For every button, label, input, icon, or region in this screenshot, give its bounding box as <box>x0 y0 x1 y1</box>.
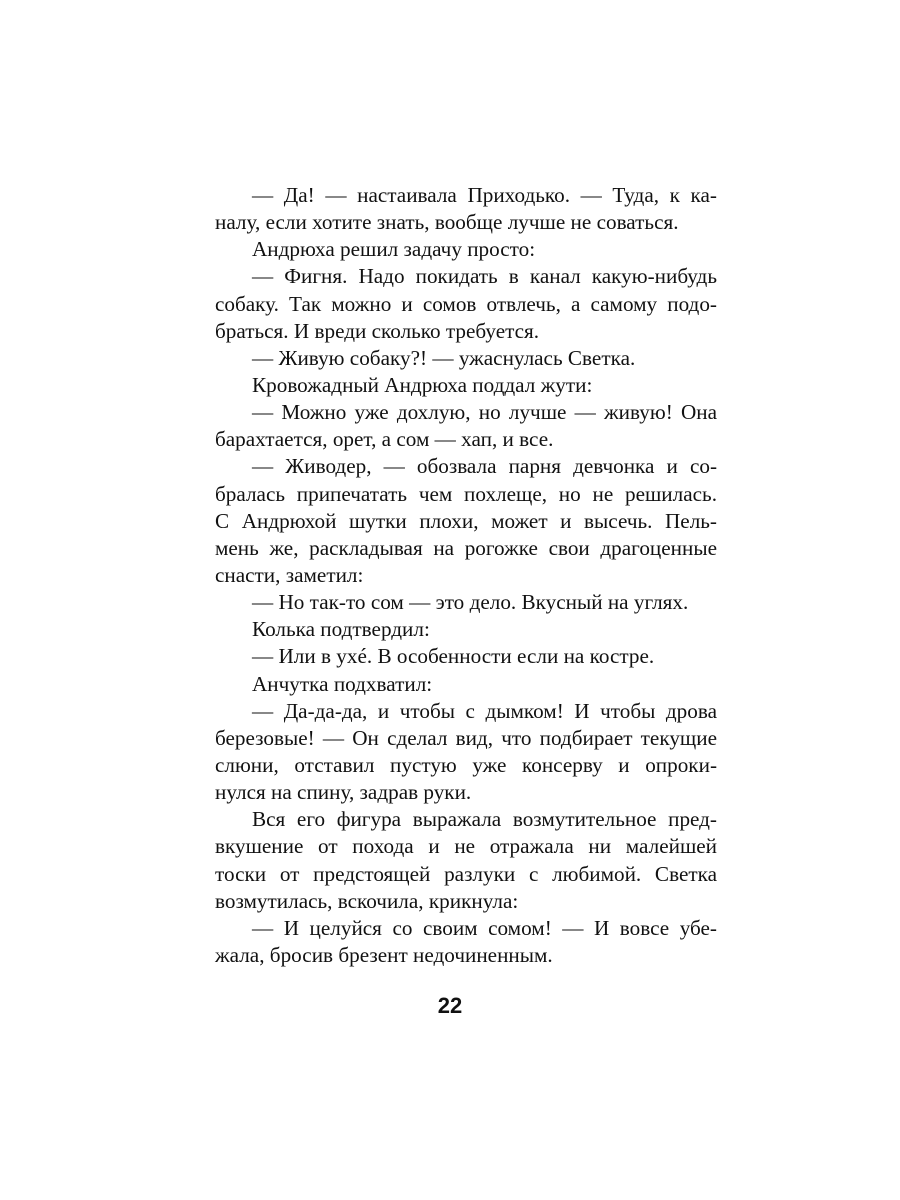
text-line: тоски от предстоящей разлуки с любимой. Светка <box>215 861 717 886</box>
text-line: жала, бросив брезент недочиненным. <box>215 942 553 967</box>
text-line: — Фигня. Надо покидать в канал какую-нибудь <box>252 264 717 289</box>
text-line: Андрюха решил задачу просто: <box>252 237 536 262</box>
text-line: Колька подтвердил: <box>252 617 430 642</box>
text-line: нулся на спину, задрав руки. <box>215 780 472 805</box>
text-line: — Да! — настаивала Приходько. — Туда, к ка- <box>252 183 717 207</box>
text-line: — Но так-то сом — это дело. Вкусный на углях. <box>252 590 689 615</box>
text-line: — Да-да-да, и чтобы с дымком! И чтобы дрова <box>252 698 717 723</box>
text-line: Анчутка подхватил: <box>252 671 433 696</box>
text-line: возмутилась, вскочила, крикнула: <box>215 888 519 913</box>
text-line: налу, если хотите знать, вообще лучше не соваться. <box>215 210 679 235</box>
text-line: — Живодер, — обозвала парня девчонка и со- <box>252 454 717 479</box>
body-text <box>215 182 717 969</box>
text-line: — Или в ухé. В особенности если на костре. <box>252 644 655 669</box>
text-line: — Живую собаку?! — ужаснулась Светка. <box>252 345 636 370</box>
text-line: барахтается, орет, а сом — хап, и все. <box>215 427 554 452</box>
text-line: собаку. Так можно и сомов отвлечь, а самому подо- <box>215 291 717 316</box>
text-line: С Андрюхой шутки плохи, может и высечь. Пель- <box>215 508 717 533</box>
text-line: березовые! — Он сделал вид, что подбирает текущие <box>215 725 717 750</box>
text-line: вкушение от похода и не отражала ни малейшей <box>215 834 717 859</box>
text-line: — Можно уже дохлую, но лучше — живую! Она <box>252 400 717 425</box>
text-line: браться. И вреди сколько требуется. <box>215 318 540 343</box>
text-line: бралась припечатать чем похлеще, но не решилась. <box>215 481 717 506</box>
text-line: снасти, заметил: <box>215 562 364 587</box>
text-line: мень же, раскладывая на рогожке свои драгоценные <box>215 535 717 560</box>
text-line: Кровожадный Андрюха поддал жути: <box>252 372 593 397</box>
text-line: — И целуйся со своим сомом! — И вовсе убе- <box>252 915 717 940</box>
page-number: 22 <box>437 993 463 1018</box>
text-line: Вся его фигура выражала возмутительное пред- <box>252 807 717 832</box>
text-line: слюни, отставил пустую уже консерву и опроки- <box>215 752 717 777</box>
